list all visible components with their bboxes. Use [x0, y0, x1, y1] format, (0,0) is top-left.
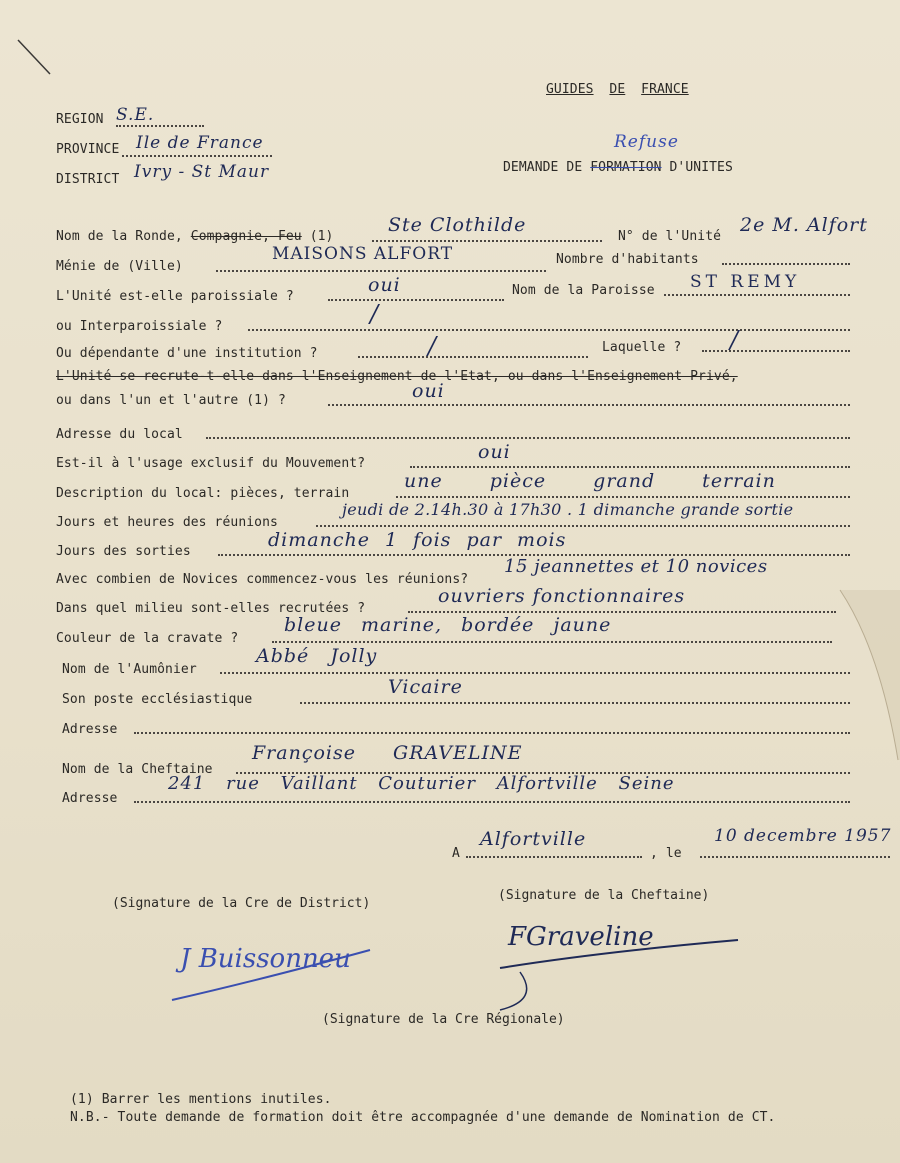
cheftaine-signature-label: (Signature de la Cheftaine) — [498, 888, 710, 903]
paroisse-label: Nom de la Paroisse — [512, 283, 655, 298]
adresse-local-label: Adresse du local — [56, 427, 183, 442]
milieu-value: ouvriers fonctionnaires — [438, 585, 686, 607]
province-label: PROVINCE — [56, 142, 120, 157]
description-value: une pièce grand terrain — [404, 470, 776, 492]
novices-value: 15 jeannettes et 10 novices — [504, 556, 768, 577]
adresse2-value: 241 rue Vaillant Couturier Alfortville Seine — [168, 773, 675, 794]
cravate-label: Couleur de la cravate ? — [56, 631, 239, 646]
district-value: Ivry - St Maur — [134, 162, 270, 182]
laquelle-label: Laquelle ? — [602, 340, 682, 355]
place-value: Alfortville — [480, 828, 587, 850]
org-title-guides: GUIDES — [546, 82, 594, 97]
district-signature-label: (Signature de la Cre de District) — [112, 896, 371, 911]
demande-suffix: D'UNITES — [669, 160, 733, 175]
adresse-label: Adresse — [62, 722, 118, 737]
sorties-value: dimanche 1 fois par mois — [268, 529, 567, 551]
menie-label: Ménie de (Ville) — [56, 259, 183, 274]
org-title-de: DE — [609, 82, 626, 97]
no-unite-label: N° de l'Unité — [618, 229, 722, 244]
novices-label: Avec combien de Novices commencez-vous les réunions? — [56, 572, 469, 587]
district-label: DISTRICT — [56, 172, 120, 187]
description-label: Description du local: pièces, terrain — [56, 486, 350, 501]
aumonier-value: Abbé Jolly — [256, 645, 378, 667]
paroissiale-value: oui — [368, 274, 401, 296]
place-a-label: A — [452, 846, 460, 861]
sorties-label: Jours des sorties — [56, 544, 191, 559]
enseignement-label: ou dans l'un et l'autre (1) ? — [56, 393, 286, 408]
jours-reunions-value: jeudi de 2.14h.30 à 17h30 . 1 dimanche grande sortie — [342, 500, 794, 519]
district-signature: J Buissonneu — [180, 944, 351, 974]
enseignement-value: oui — [412, 380, 445, 402]
nom-ronde-value: Ste Clothilde — [388, 214, 527, 236]
poste-label: Son poste ecclésiastique — [62, 692, 253, 707]
demande-correction: Refuse — [614, 132, 679, 152]
cheftaine-signature: FGraveline — [508, 922, 654, 952]
footnote-2: N.B.- Toute demande de formation doit être accompagnée d'une demande de Nomination de CT. — [70, 1110, 776, 1125]
usage-value: oui — [478, 441, 511, 463]
date-le-label: , le — [650, 846, 682, 861]
jours-reunions-label: Jours et heures des réunions — [56, 515, 278, 530]
paroisse-value: ST REMY — [690, 272, 801, 292]
interparoissiale-value: / — [370, 300, 380, 328]
poste-value: Vicaire — [388, 676, 463, 698]
institution-value: / — [428, 332, 438, 360]
usage-label: Est-il à l'usage exclusif du Mouvement? — [56, 456, 366, 471]
org-title-france: FRANCE — [641, 82, 689, 97]
laquelle-value: / — [730, 326, 740, 354]
date-value: 10 decembre 1957 — [714, 826, 892, 846]
demande-prefix: DEMANDE DE — [503, 160, 583, 175]
adresse2-label: Adresse — [62, 791, 118, 806]
footnote-1: (1) Barrer les mentions inutiles. — [70, 1092, 332, 1107]
paroissiale-label: L'Unité est-elle paroissiale ? — [56, 289, 294, 304]
menie-value: MAISONS ALFORT — [272, 244, 454, 264]
cheftaine-value: Françoise GRAVELINE — [252, 742, 523, 764]
cravate-value: bleue marine, bordée jaune — [284, 614, 612, 636]
aumonier-label: Nom de l'Aumônier — [62, 662, 197, 677]
no-unite-value: 2e M. Alfort — [740, 214, 868, 236]
region-label: REGION — [56, 112, 104, 127]
demande-struck: FORMATION — [590, 160, 662, 175]
milieu-label: Dans quel milieu sont-elles recrutées ? — [56, 601, 366, 616]
nom-ronde-label: Nom de la Ronde, Compagnie, Feu (1) — [56, 229, 334, 244]
regionale-signature-label: (Signature de la Cre Régionale) — [322, 1012, 565, 1027]
institution-label: Ou dépendante d'une institution ? — [56, 346, 318, 361]
nom-ronde-struck: Compagnie, Feu — [190, 229, 302, 244]
habitants-label: Nombre d'habitants — [556, 252, 699, 267]
enseignement-struck: L'Unité se recrute-t-elle dans l'Enseignement de l'Etat, ou dans l'Enseignement Privé, — [56, 369, 738, 384]
province-value: Ile de France — [136, 133, 264, 153]
interparoissiale-label: ou Interparoissiale ? — [56, 319, 223, 334]
cheftaine-label: Nom de la Cheftaine — [62, 762, 213, 777]
region-value: S.E. — [116, 105, 155, 125]
